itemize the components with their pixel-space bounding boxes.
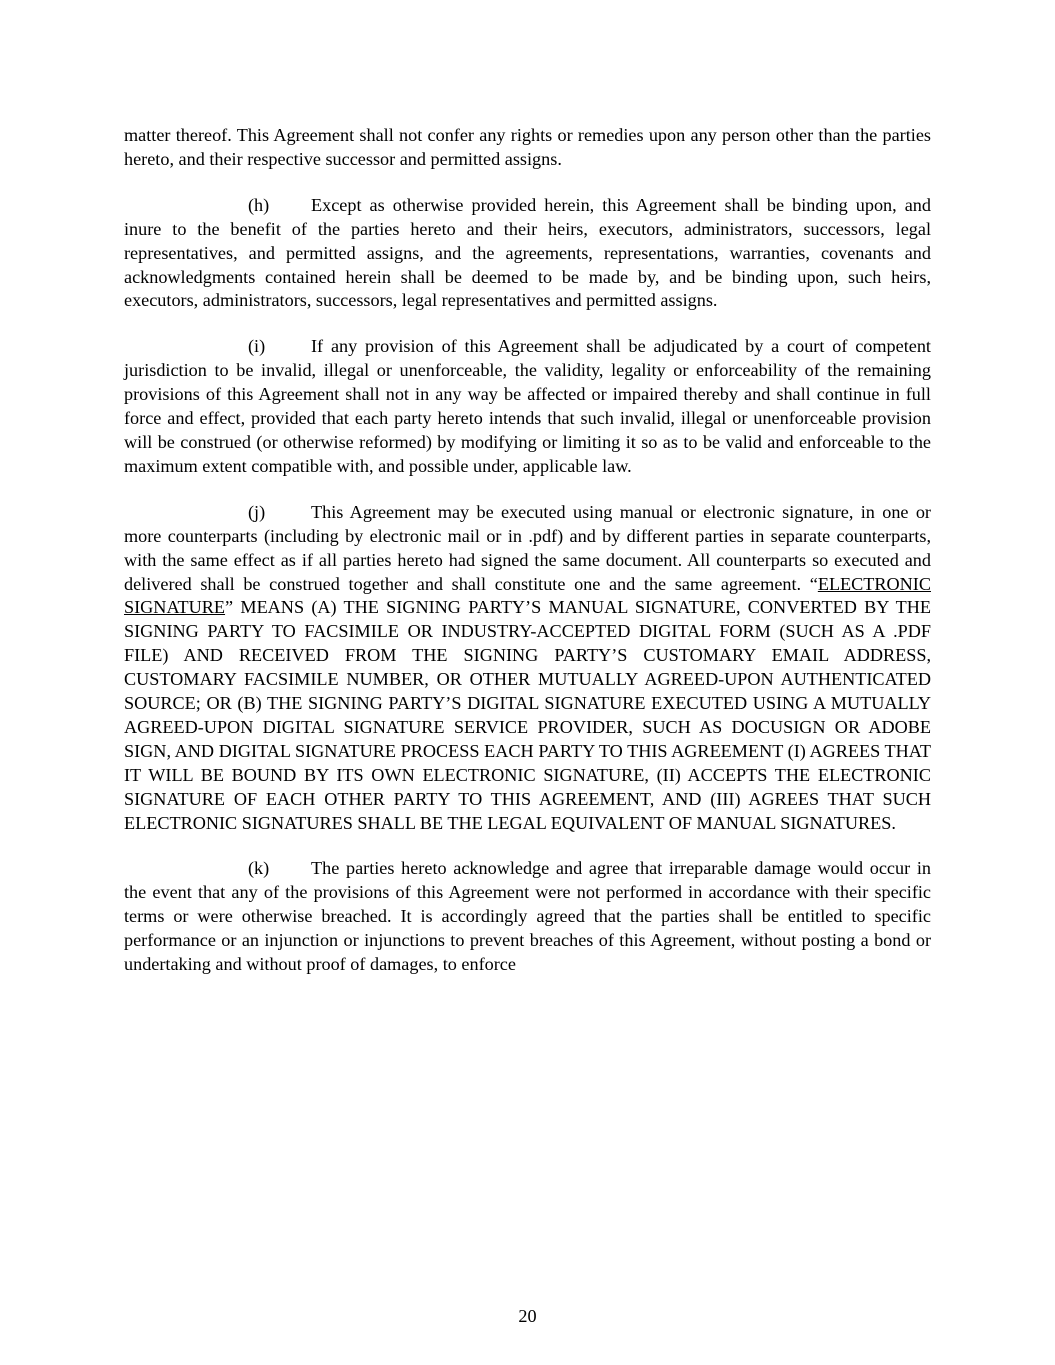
section-i-paragraph <box>124 335 931 478</box>
electronic-signature-defined-term: ELECTRONIC SIGNATURE <box>124 573 931 618</box>
section-j-label: (j) <box>248 501 266 522</box>
section-h-label: (h) <box>248 194 270 215</box>
document-page <box>124 124 931 999</box>
section-h-paragraph <box>124 194 931 314</box>
section-j-text-before: This Agreement may be executed using manual or electronic signature, in one or more counterparts (including by electronic mail or in .pdf) and by different parties in separate counterparts, with the same effect as if all parties hereto had signed the same document. All counterparts so executed and delivered shall be construed together and shall constitute one and the same agreement. “ <box>124 501 931 594</box>
section-i-label: (i) <box>248 336 266 357</box>
section-k-label: (k) <box>248 858 270 879</box>
section-k-text: The parties hereto acknowledge and agree that irreparable damage would occur in the event that any of the provisions of this Agreement were not performed in accordance with their specific terms or were otherwise breached. It is accordingly agreed that the parties shall be entitled to specific performance or an injunction or injunctions to prevent breaches of this Agreement, without posting a bond or undertaking and without proof of damages, to enforce <box>124 858 931 975</box>
page-number: 20 <box>518 1306 537 1326</box>
section-j-paragraph <box>124 501 931 836</box>
section-i-text: If any provision of this Agreement shall be adjudicated by a court of competent jurisdiction to be invalid, illegal or unenforceable, the validity, legality or enforceability of the remaining provisions of this Agreement shall not in any way be affected or impaired thereby and shall continue in full force and effect, provided that each party hereto intends that such invalid, illegal or unenforceable provision will be construed (or otherwise reformed) by modifying or limiting it so as to be valid and enforceable to the maximum extent compatible with, and possible under, applicable law. <box>124 336 931 476</box>
section-k-paragraph <box>124 857 931 977</box>
section-j-text-after: ” MEANS (A) THE SIGNING PARTY’S MANUAL SIGNATURE, CONVERTED BY THE SIGNING PARTY TO FACSIMILE OR INDUSTRY-ACCEPTED DIGITAL FORM (SUCH AS A .PDF FILE) AND RECEIVED FROM THE SIGNING PARTY’S CUSTOMARY EMAIL ADDRESS, CUSTOMARY FACSIMILE NUMBER, OR OTHER MUTUALLY AGREED-UPON AUTHENTICATED SOURCE; OR (B) THE SIGNING PARTY’S DIGITAL SIGNATURE EXECUTED USING A MUTUALLY AGREED-UPON DIGITAL SIGNATURE SERVICE PROVIDER, SUCH AS DOCUSIGN OR ADOBE SIGN, AND DIGITAL SIGNATURE PROCESS EACH PARTY TO THIS AGREEMENT (I) AGREES THAT IT WILL BE BOUND BY ITS OWN ELECTRONIC SIGNATURE, (II) ACCEPTS THE ELECTRONIC SIGNATURE OF EACH OTHER PARTY TO THIS AGREEMENT, AND (III) AGREES THAT SUCH ELECTRONIC SIGNATURES SHALL BE THE LEGAL EQUIVALENT OF MANUAL SIGNATURES. <box>124 597 931 833</box>
continuation-paragraph: matter thereof. This Agreement shall not confer any rights or remedies upon any person other than the parties hereto, and their respective successor and permitted assigns. <box>124 125 931 169</box>
section-h-text: Except as otherwise provided herein, this Agreement shall be binding upon, and inure to the benefit of the parties hereto and their heirs, executors, administrators, successors, legal representatives, and permitted assigns, and the agreements, representations, warranties, covenants and acknowledgments contained herein shall be deemed to be made by, and be binding upon, such heirs, executors, administrators, successors, legal representatives and permitted assigns. <box>124 194 931 311</box>
